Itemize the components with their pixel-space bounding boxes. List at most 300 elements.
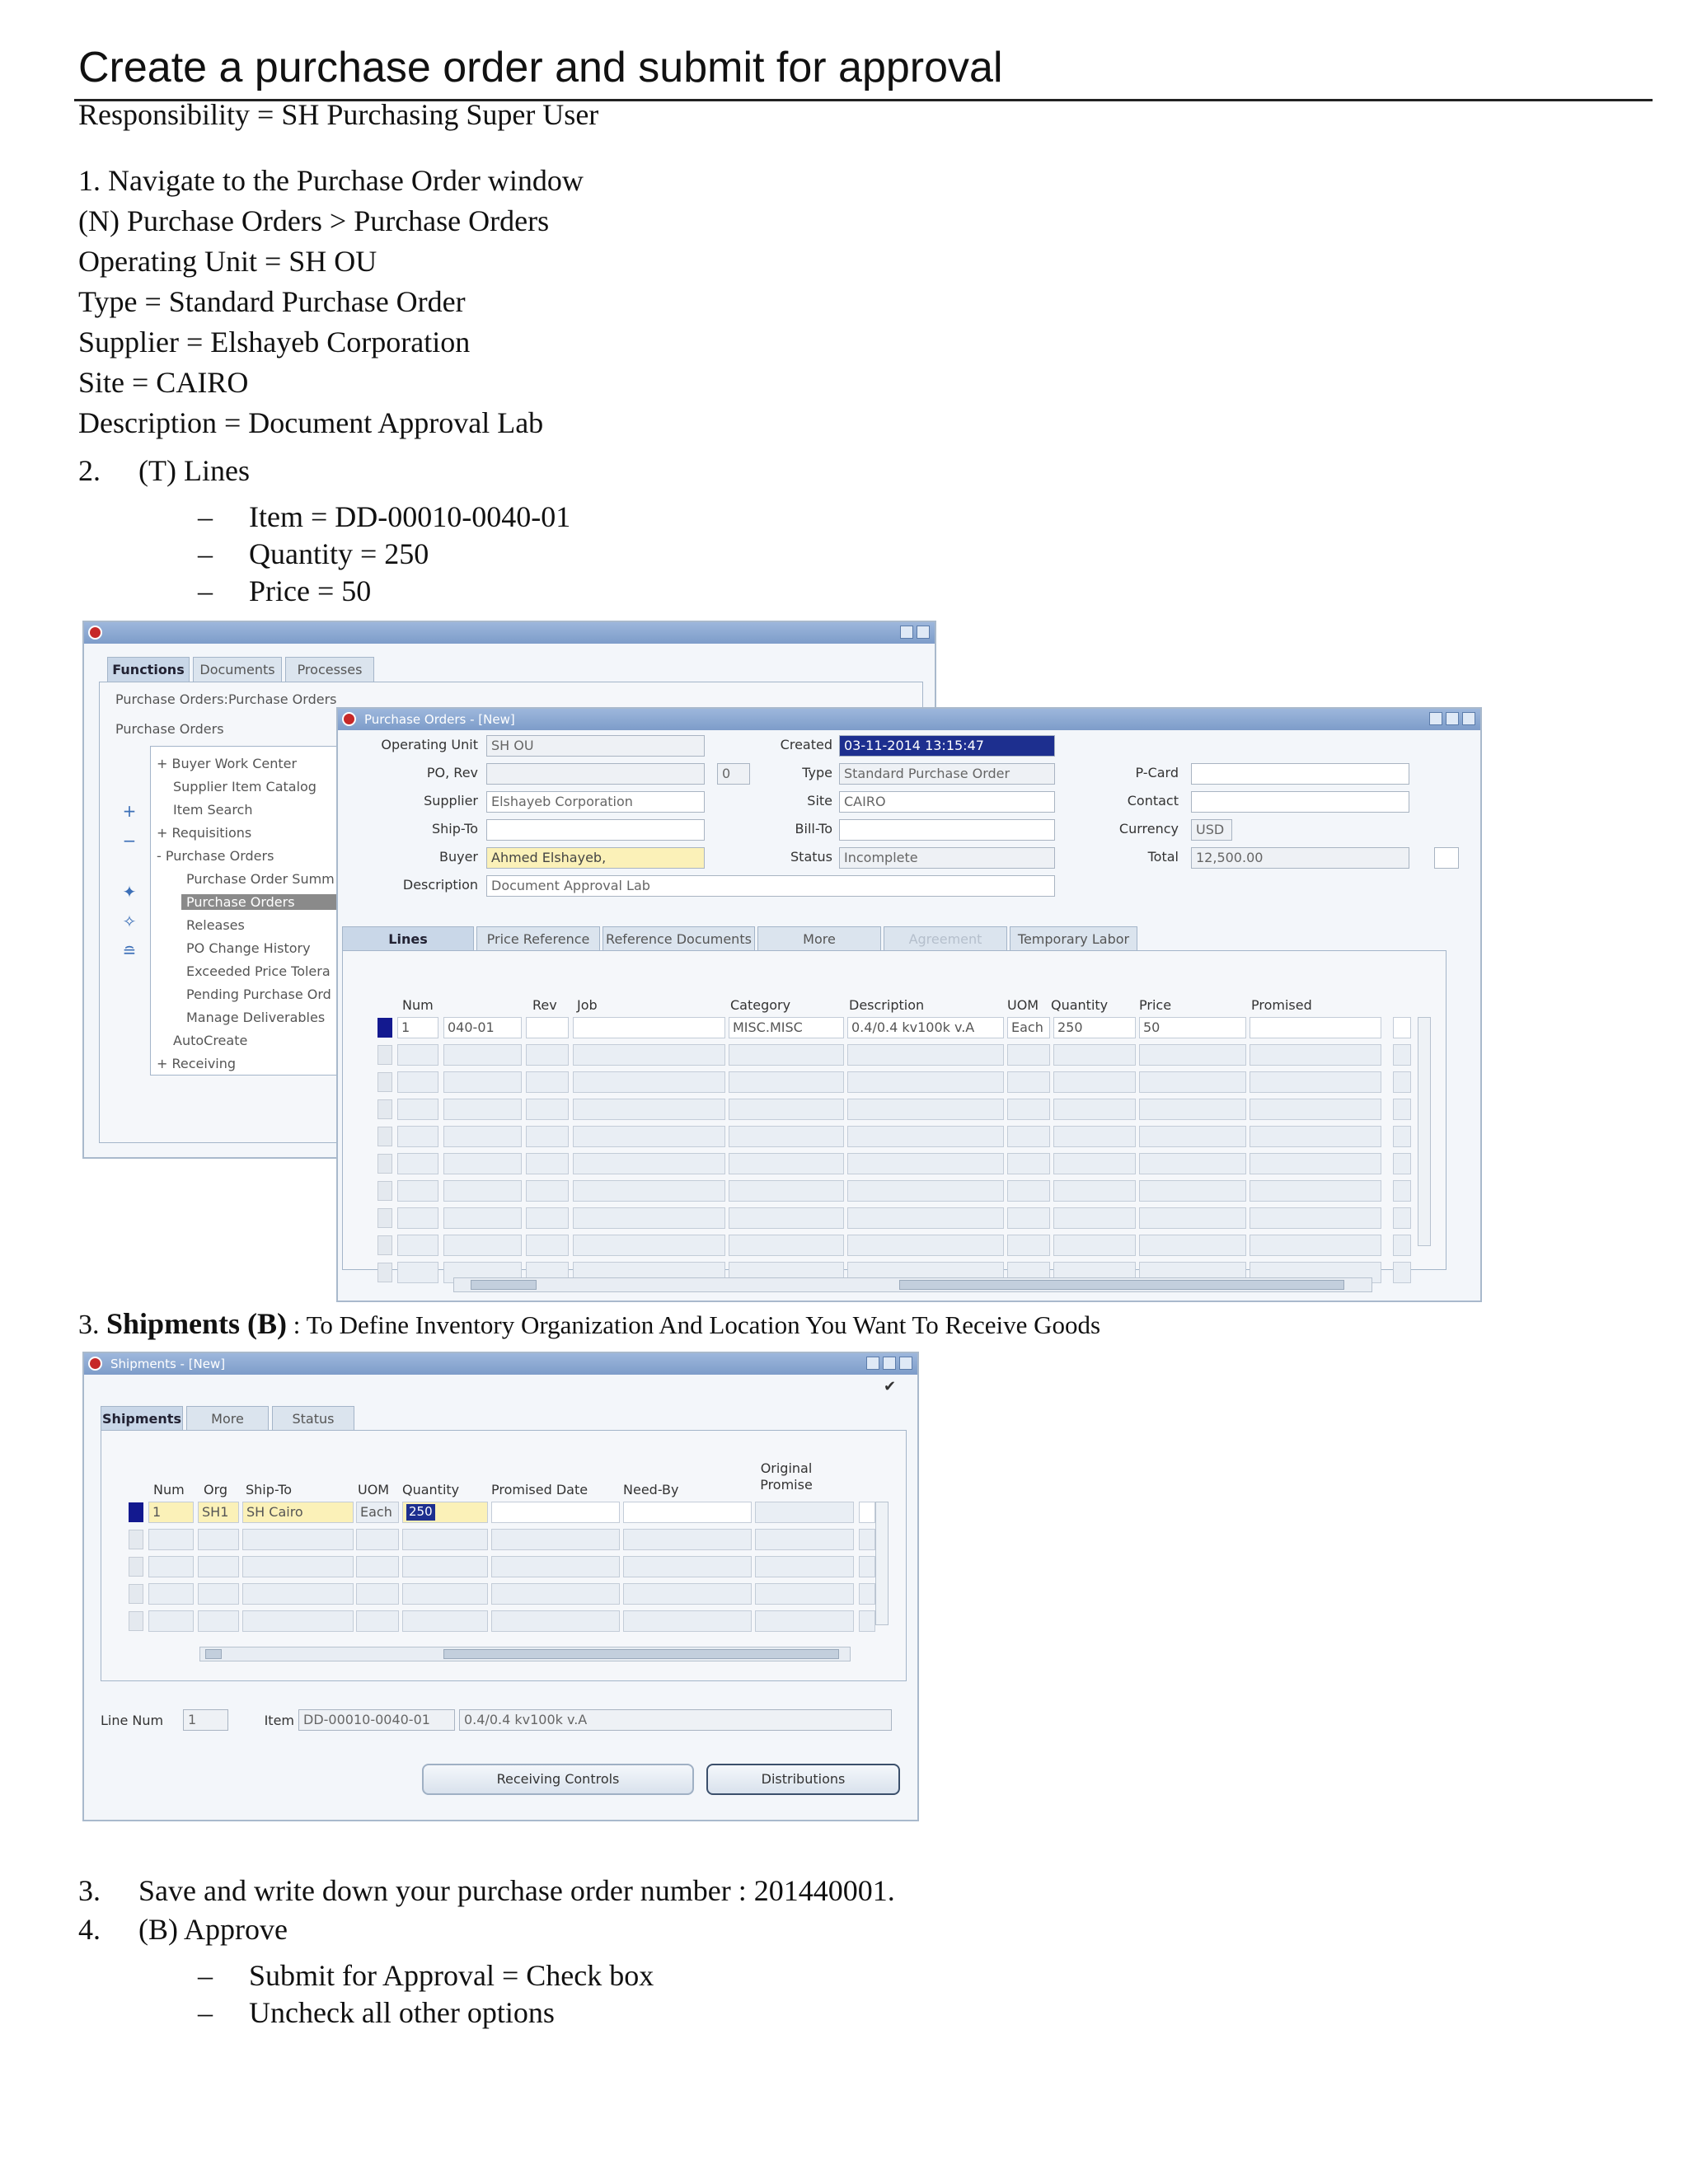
tab-lines[interactable]: Lines: [342, 926, 474, 951]
col-quantity: Quantity: [1051, 997, 1109, 1013]
grid-cell[interactable]: [729, 1099, 844, 1120]
grid-cell[interactable]: [573, 1071, 725, 1093]
grid-cell[interactable]: [242, 1529, 354, 1550]
step-text: : To Define Inventory Organization And Location You Want To Receive Goods: [287, 1310, 1101, 1339]
grid-cell[interactable]: [397, 1126, 438, 1147]
ship-num-cell[interactable]: 1: [148, 1502, 194, 1523]
grid-cell[interactable]: [148, 1556, 194, 1577]
status-field[interactable]: Incomplete: [839, 847, 1055, 869]
grid-cell[interactable]: [1393, 1235, 1411, 1256]
promised-date-cell[interactable]: [491, 1502, 620, 1523]
grid-cell[interactable]: [198, 1556, 239, 1577]
col-description: Description: [849, 997, 925, 1013]
grid-cell[interactable]: [1139, 1235, 1246, 1256]
responsibility-line: Responsibility = SH Purchasing Super User: [78, 98, 599, 131]
grid-cell[interactable]: [1053, 1044, 1136, 1066]
row-indicator[interactable]: [129, 1611, 143, 1631]
created-field[interactable]: 03-11-2014 13:15:47: [839, 735, 1055, 757]
grid-cell[interactable]: [491, 1556, 620, 1577]
tab-price-reference[interactable]: Price Reference: [476, 926, 600, 951]
expand-icon[interactable]: +: [122, 801, 137, 821]
grid-cell[interactable]: [402, 1529, 488, 1550]
item-cell[interactable]: 040-01: [443, 1017, 522, 1038]
tab-documents[interactable]: Documents: [193, 657, 282, 682]
grid-cell[interactable]: [755, 1610, 854, 1632]
scroll-thumb[interactable]: [471, 1280, 537, 1290]
step1-line: (N) Purchase Orders > Purchase Orders: [78, 204, 550, 237]
grid-cell[interactable]: [526, 1153, 569, 1174]
bullet-text: Uncheck all other options: [249, 1996, 555, 2029]
shipments-horizontal-scrollbar[interactable]: [199, 1647, 851, 1661]
step4-bullet: – Uncheck all other options: [198, 1996, 555, 2029]
grid-cell[interactable]: [397, 1207, 438, 1229]
grid-cell[interactable]: [1250, 1153, 1381, 1174]
grid-cell[interactable]: [1053, 1126, 1136, 1147]
step2-bullet: – Item = DD-00010-0040-01: [198, 500, 571, 533]
grid-cell[interactable]: [242, 1556, 354, 1577]
grid-cell[interactable]: [491, 1529, 620, 1550]
grid-cell[interactable]: [729, 1153, 844, 1174]
maximize-icon[interactable]: [1446, 712, 1459, 725]
quantity-cell[interactable]: [402, 1502, 488, 1523]
col-uom: UOM: [1007, 997, 1039, 1013]
col-price: Price: [1139, 997, 1172, 1013]
buyer-field[interactable]: Ahmed Elshayeb,: [486, 847, 705, 869]
grid-cell[interactable]: [1007, 1235, 1050, 1256]
grid-cell[interactable]: [1393, 1044, 1411, 1066]
oracle-logo-icon: [342, 712, 356, 726]
shipments-window: [82, 1352, 919, 1821]
grid-cell[interactable]: [1007, 1099, 1050, 1120]
bullet-text: Quantity = 250: [249, 537, 429, 570]
created-label: Created: [780, 737, 832, 752]
grid-cell[interactable]: [1393, 1099, 1411, 1120]
buyer-label: Buyer: [438, 849, 478, 865]
grid-cell[interactable]: [443, 1207, 522, 1229]
grid-cell[interactable]: [729, 1071, 844, 1093]
total-label: Total: [1147, 849, 1179, 865]
grid-cell[interactable]: [397, 1180, 438, 1202]
grid-cell[interactable]: [755, 1529, 854, 1550]
tab-reference-documents[interactable]: Reference Documents: [603, 926, 755, 951]
grid-cell[interactable]: [847, 1099, 1004, 1120]
grid-cell[interactable]: [443, 1044, 522, 1066]
grid-cell[interactable]: [1250, 1235, 1381, 1256]
line-num-label: Line Num: [101, 1713, 164, 1728]
grid-cell[interactable]: [859, 1610, 875, 1632]
tab-more[interactable]: More: [186, 1406, 269, 1431]
operating-unit-field[interactable]: SH OU: [486, 735, 705, 757]
grid-cell[interactable]: [397, 1262, 438, 1283]
row-indicator[interactable]: [129, 1502, 143, 1522]
grid-cell[interactable]: [443, 1071, 522, 1093]
step3-heading: [78, 1306, 1100, 1341]
grid-cell[interactable]: [1053, 1235, 1136, 1256]
nav-item[interactable]: Exceeded Price Tolera: [186, 963, 331, 979]
grid-cell[interactable]: [356, 1610, 399, 1632]
grid-cell[interactable]: [356, 1556, 399, 1577]
col-ship-to: Ship-To: [246, 1482, 293, 1497]
close-icon[interactable]: [899, 1357, 912, 1370]
grid-cell[interactable]: [1250, 1180, 1381, 1202]
supplier-field[interactable]: Elshayeb Corporation: [486, 791, 705, 813]
po-number-field[interactable]: [486, 763, 705, 785]
nav-item[interactable]: PO Change History: [186, 940, 311, 956]
need-by-cell[interactable]: [623, 1502, 752, 1523]
minimize-icon[interactable]: [1429, 712, 1442, 725]
grid-cell[interactable]: [397, 1044, 438, 1066]
add-to-top-ten-icon[interactable]: ✦: [122, 882, 137, 902]
grid-cell[interactable]: [859, 1583, 875, 1605]
line-num-field[interactable]: 1: [183, 1709, 228, 1731]
nav-path: Purchase Orders:Purchase Orders: [115, 691, 337, 707]
grid-cell[interactable]: [859, 1529, 875, 1550]
grid-cell[interactable]: [1139, 1126, 1246, 1147]
grid-cell[interactable]: [148, 1529, 194, 1550]
grid-cell[interactable]: [491, 1610, 620, 1632]
row-indicator[interactable]: [377, 1072, 392, 1092]
grid-cell[interactable]: [1393, 1207, 1411, 1229]
grid-cell[interactable]: [397, 1153, 438, 1174]
grid-cell[interactable]: [847, 1207, 1004, 1229]
grid-cell[interactable]: [1250, 1126, 1381, 1147]
status-label: Status: [790, 849, 832, 865]
nav-item[interactable]: Item Search: [173, 802, 253, 818]
step-bold-text: Shipments (B): [106, 1307, 288, 1340]
oracle-logo-icon: [88, 1357, 102, 1371]
flexfield-button[interactable]: [1434, 847, 1459, 869]
col-num: Num: [153, 1482, 185, 1497]
grid-cell[interactable]: [847, 1153, 1004, 1174]
pcard-field[interactable]: [1191, 763, 1409, 785]
grid-cell[interactable]: [443, 1180, 522, 1202]
col-quantity: Quantity: [402, 1482, 460, 1497]
grid-cell[interactable]: [729, 1180, 844, 1202]
nav-item-selected[interactable]: Purchase Orders: [181, 894, 430, 910]
nav-item[interactable]: Purchase Order Summ: [186, 871, 335, 887]
ship-to-field[interactable]: [486, 819, 705, 841]
job-cell[interactable]: [573, 1017, 725, 1038]
step2-bullet: – Quantity = 250: [198, 537, 429, 570]
grid-cell[interactable]: [443, 1235, 522, 1256]
line-num-cell[interactable]: 1: [397, 1017, 438, 1038]
remove-from-top-ten-icon[interactable]: ✧: [122, 912, 137, 931]
ship-to-cell[interactable]: SH Cairo: [242, 1502, 354, 1523]
reorder-icon[interactable]: ≘: [122, 941, 137, 961]
grid-cell[interactable]: [573, 1207, 725, 1229]
col-original-promise: Original Promise: [760, 1460, 813, 1493]
grid-cell[interactable]: [526, 1126, 569, 1147]
grid-cell[interactable]: [1007, 1071, 1050, 1093]
row-indicator[interactable]: [377, 1018, 392, 1038]
grid-cell[interactable]: [1393, 1071, 1411, 1093]
shipments-vertical-scrollbar[interactable]: [875, 1502, 889, 1625]
currency-label: Currency: [1118, 821, 1179, 837]
row-indicator[interactable]: [377, 1154, 392, 1174]
bill-to-label: Bill-To: [795, 821, 832, 837]
bullet-text: Item = DD-00010-0040-01: [249, 500, 571, 533]
quantity-cell[interactable]: 250: [1053, 1017, 1136, 1038]
grid-cell[interactable]: [1250, 1207, 1381, 1229]
step-number: 3.: [78, 1310, 106, 1340]
grid-cell[interactable]: [1007, 1126, 1050, 1147]
receiving-controls-button[interactable]: Receiving Controls: [422, 1764, 694, 1795]
grid-cell[interactable]: [1393, 1153, 1411, 1174]
row-flex-cell[interactable]: [859, 1502, 875, 1523]
tab-more[interactable]: More: [757, 926, 881, 951]
grid-cell[interactable]: [573, 1180, 725, 1202]
description-label: Description: [402, 877, 478, 893]
collapse-icon[interactable]: −: [122, 831, 137, 851]
nav-item[interactable]: - Purchase Orders: [157, 848, 274, 864]
grid-cell[interactable]: [847, 1180, 1004, 1202]
grid-cell[interactable]: [1007, 1044, 1050, 1066]
row-flex-cell[interactable]: [1393, 1017, 1411, 1038]
grid-cell[interactable]: [491, 1583, 620, 1605]
grid-cell[interactable]: [573, 1099, 725, 1120]
nav-item[interactable]: + Receiving: [157, 1056, 237, 1071]
grid-cell[interactable]: [1139, 1153, 1246, 1174]
col-num: Num: [402, 997, 434, 1013]
grid-cell[interactable]: [1139, 1207, 1246, 1229]
grid-cell[interactable]: [526, 1099, 569, 1120]
promised-cell[interactable]: [1250, 1017, 1381, 1038]
grid-cell[interactable]: [1053, 1099, 1136, 1120]
total-field[interactable]: 12,500.00: [1191, 847, 1409, 869]
lines-vertical-scrollbar[interactable]: [1418, 1017, 1431, 1246]
grid-cell[interactable]: [402, 1583, 488, 1605]
grid-cell[interactable]: [859, 1556, 875, 1577]
quantity-value: 250: [406, 1504, 435, 1521]
minimize-icon[interactable]: [866, 1357, 879, 1370]
step1-line: Site = CAIRO: [78, 366, 249, 399]
step1-line: Operating Unit = SH OU: [78, 245, 377, 278]
row-indicator[interactable]: [129, 1557, 143, 1577]
grid-cell[interactable]: [242, 1583, 354, 1605]
col-uom: UOM: [358, 1482, 390, 1497]
maximize-icon[interactable]: [917, 626, 930, 639]
maximize-icon[interactable]: [883, 1357, 896, 1370]
grid-cell[interactable]: [1139, 1099, 1246, 1120]
grid-cell[interactable]: [402, 1556, 488, 1577]
currency-field[interactable]: USD: [1191, 819, 1232, 841]
site-field[interactable]: CAIRO: [839, 791, 1055, 813]
nav-current: Purchase Orders: [115, 721, 224, 737]
bullet-text: Price = 50: [249, 574, 372, 607]
rev-cell[interactable]: [526, 1017, 569, 1038]
revision-field[interactable]: 0: [717, 763, 750, 785]
scroll-thumb[interactable]: [899, 1280, 1344, 1290]
grid-cell[interactable]: [1007, 1153, 1050, 1174]
step3-save-line: [78, 1873, 895, 1908]
grid-cell[interactable]: [623, 1610, 752, 1632]
step-number: 4.: [78, 1913, 101, 1946]
step-text: Save and write down your purchase order number : 201440001.: [138, 1874, 895, 1907]
nav-item[interactable]: Releases: [186, 917, 245, 933]
grid-cell[interactable]: [1053, 1207, 1136, 1229]
nav-item[interactable]: Manage Deliverables: [186, 1010, 326, 1025]
site-label: Site: [807, 793, 832, 808]
original-promise-cell[interactable]: [755, 1502, 854, 1523]
category-cell[interactable]: MISC.MISC: [729, 1017, 844, 1038]
grid-cell[interactable]: [198, 1583, 239, 1605]
step-number: 3.: [78, 1874, 101, 1907]
row-indicator[interactable]: [129, 1530, 143, 1549]
step1-line: Description = Document Approval Lab: [78, 406, 544, 439]
grid-cell[interactable]: [397, 1099, 438, 1120]
grid-cell[interactable]: [573, 1235, 725, 1256]
bill-to-field[interactable]: [839, 819, 1055, 841]
grid-cell[interactable]: [623, 1556, 752, 1577]
grid-cell[interactable]: [397, 1071, 438, 1093]
grid-cell[interactable]: [526, 1235, 569, 1256]
grid-cell[interactable]: [1250, 1044, 1381, 1066]
tab-status[interactable]: Status: [272, 1406, 354, 1431]
close-icon[interactable]: [1462, 712, 1475, 725]
item-label: Item: [264, 1713, 294, 1728]
col-org: Org: [204, 1482, 228, 1497]
nav-item[interactable]: + Buyer Work Center: [157, 756, 298, 771]
grid-cell[interactable]: [198, 1610, 239, 1632]
grid-cell[interactable]: [573, 1126, 725, 1147]
uom-cell[interactable]: Each: [1007, 1017, 1050, 1038]
grid-cell[interactable]: [526, 1044, 569, 1066]
scroll-thumb[interactable]: [205, 1649, 222, 1659]
grid-cell[interactable]: [1139, 1071, 1246, 1093]
step4-bullet: – Submit for Approval = Check box: [198, 1959, 654, 1992]
page-title: Create a purchase order and submit for approval: [78, 44, 1003, 91]
description-field[interactable]: Document Approval Lab: [486, 875, 1055, 897]
item-description-field[interactable]: 0.4/0.4 kv100k v.A: [459, 1709, 892, 1731]
grid-cell[interactable]: [623, 1529, 752, 1550]
col-rev: Rev: [532, 997, 557, 1013]
minimize-icon[interactable]: [900, 626, 913, 639]
grid-cell[interactable]: [729, 1044, 844, 1066]
nav-item[interactable]: + Requisitions: [157, 825, 252, 841]
purchase-orders-window: [336, 707, 1482, 1302]
po-titlebar: [338, 709, 1480, 730]
grid-cell[interactable]: [526, 1180, 569, 1202]
col-need-by: Need-By: [623, 1482, 679, 1497]
distributions-button[interactable]: Distributions: [706, 1764, 900, 1795]
tab-shipments[interactable]: Shipments: [101, 1406, 183, 1431]
grid-cell[interactable]: [198, 1529, 239, 1550]
grid-cell[interactable]: [397, 1235, 438, 1256]
grid-cell[interactable]: [1250, 1071, 1381, 1093]
grid-cell[interactable]: [443, 1126, 522, 1147]
step2-bullet: – Price = 50: [198, 574, 372, 607]
grid-cell[interactable]: [1053, 1180, 1136, 1202]
row-indicator[interactable]: [377, 1181, 392, 1201]
po-window-title: Purchase Orders - [New]: [364, 712, 515, 727]
grid-cell[interactable]: [148, 1583, 194, 1605]
row-indicator[interactable]: [377, 1263, 392, 1282]
grid-cell[interactable]: [1053, 1071, 1136, 1093]
col-promised: Promised: [1251, 997, 1312, 1013]
type-field[interactable]: Standard Purchase Order: [839, 763, 1055, 785]
col-job: Job: [577, 997, 598, 1013]
grid-cell[interactable]: [402, 1610, 488, 1632]
lines-horizontal-scrollbar[interactable]: [453, 1277, 1372, 1292]
contact-field[interactable]: [1191, 791, 1409, 813]
step-text: (T) Lines: [138, 454, 250, 487]
checkmark-icon: ✔: [884, 1378, 897, 1395]
oracle-logo-icon: [88, 626, 102, 640]
step2-line: [78, 453, 250, 488]
grid-cell[interactable]: [847, 1235, 1004, 1256]
type-label: Type: [802, 765, 832, 780]
grid-cell[interactable]: [729, 1126, 844, 1147]
grid-cell[interactable]: [755, 1583, 854, 1605]
grid-cell[interactable]: [1139, 1044, 1246, 1066]
grid-cell[interactable]: [356, 1529, 399, 1550]
nav-item[interactable]: AutoCreate: [173, 1033, 248, 1048]
grid-cell[interactable]: [847, 1044, 1004, 1066]
grid-cell[interactable]: [1393, 1126, 1411, 1147]
uom-cell[interactable]: Each: [356, 1502, 399, 1523]
tab-processes[interactable]: Processes: [285, 657, 374, 682]
contact-label: Contact: [1127, 793, 1179, 808]
nav-item[interactable]: Pending Purchase Ord: [186, 987, 331, 1002]
shipments-titlebar: [84, 1353, 917, 1375]
step1-line: Supplier = Elshayeb Corporation: [78, 326, 471, 359]
ship-to-label: Ship-To: [431, 821, 478, 837]
row-indicator[interactable]: [377, 1208, 392, 1228]
grid-cell[interactable]: [573, 1044, 725, 1066]
grid-cell[interactable]: [1393, 1180, 1411, 1202]
org-cell[interactable]: SH1: [198, 1502, 239, 1523]
grid-cell[interactable]: [1393, 1262, 1411, 1283]
grid-cell[interactable]: [1139, 1180, 1246, 1202]
step-number: 2.: [78, 454, 101, 487]
grid-cell[interactable]: [526, 1071, 569, 1093]
item-field[interactable]: DD-00010-0040-01: [298, 1709, 455, 1731]
grid-cell[interactable]: [526, 1207, 569, 1229]
grid-cell[interactable]: [623, 1583, 752, 1605]
grid-cell[interactable]: [755, 1556, 854, 1577]
col-promised-date: Promised Date: [491, 1482, 588, 1497]
grid-cell[interactable]: [1007, 1207, 1050, 1229]
nav-item[interactable]: Supplier Item Catalog: [173, 779, 316, 794]
step1-line: Type = Standard Purchase Order: [78, 285, 466, 318]
grid-cell[interactable]: [847, 1071, 1004, 1093]
grid-cell[interactable]: [148, 1610, 194, 1632]
grid-cell[interactable]: [847, 1126, 1004, 1147]
supplier-label: Supplier: [424, 793, 478, 808]
grid-cell[interactable]: [356, 1583, 399, 1605]
grid-cell[interactable]: [443, 1099, 522, 1120]
row-indicator[interactable]: [377, 1099, 392, 1119]
grid-cell[interactable]: [242, 1610, 354, 1632]
grid-cell[interactable]: [729, 1235, 844, 1256]
row-indicator[interactable]: [377, 1127, 392, 1146]
description-cell[interactable]: 0.4/0.4 kv100k v.A: [847, 1017, 1004, 1038]
row-indicator[interactable]: [129, 1584, 143, 1604]
tab-temporary-labor[interactable]: Temporary Labor: [1010, 926, 1137, 951]
grid-cell[interactable]: [443, 1153, 522, 1174]
grid-cell[interactable]: [1250, 1099, 1381, 1120]
row-indicator[interactable]: [377, 1235, 392, 1255]
grid-cell[interactable]: [729, 1207, 844, 1229]
price-cell[interactable]: 50: [1139, 1017, 1246, 1038]
grid-cell[interactable]: [1053, 1153, 1136, 1174]
grid-cell[interactable]: [1007, 1180, 1050, 1202]
scroll-thumb[interactable]: [443, 1649, 839, 1659]
operating-unit-label: Operating Unit: [381, 737, 478, 752]
tab-functions[interactable]: Functions: [107, 657, 190, 682]
row-indicator[interactable]: [377, 1045, 392, 1065]
grid-cell[interactable]: [573, 1153, 725, 1174]
